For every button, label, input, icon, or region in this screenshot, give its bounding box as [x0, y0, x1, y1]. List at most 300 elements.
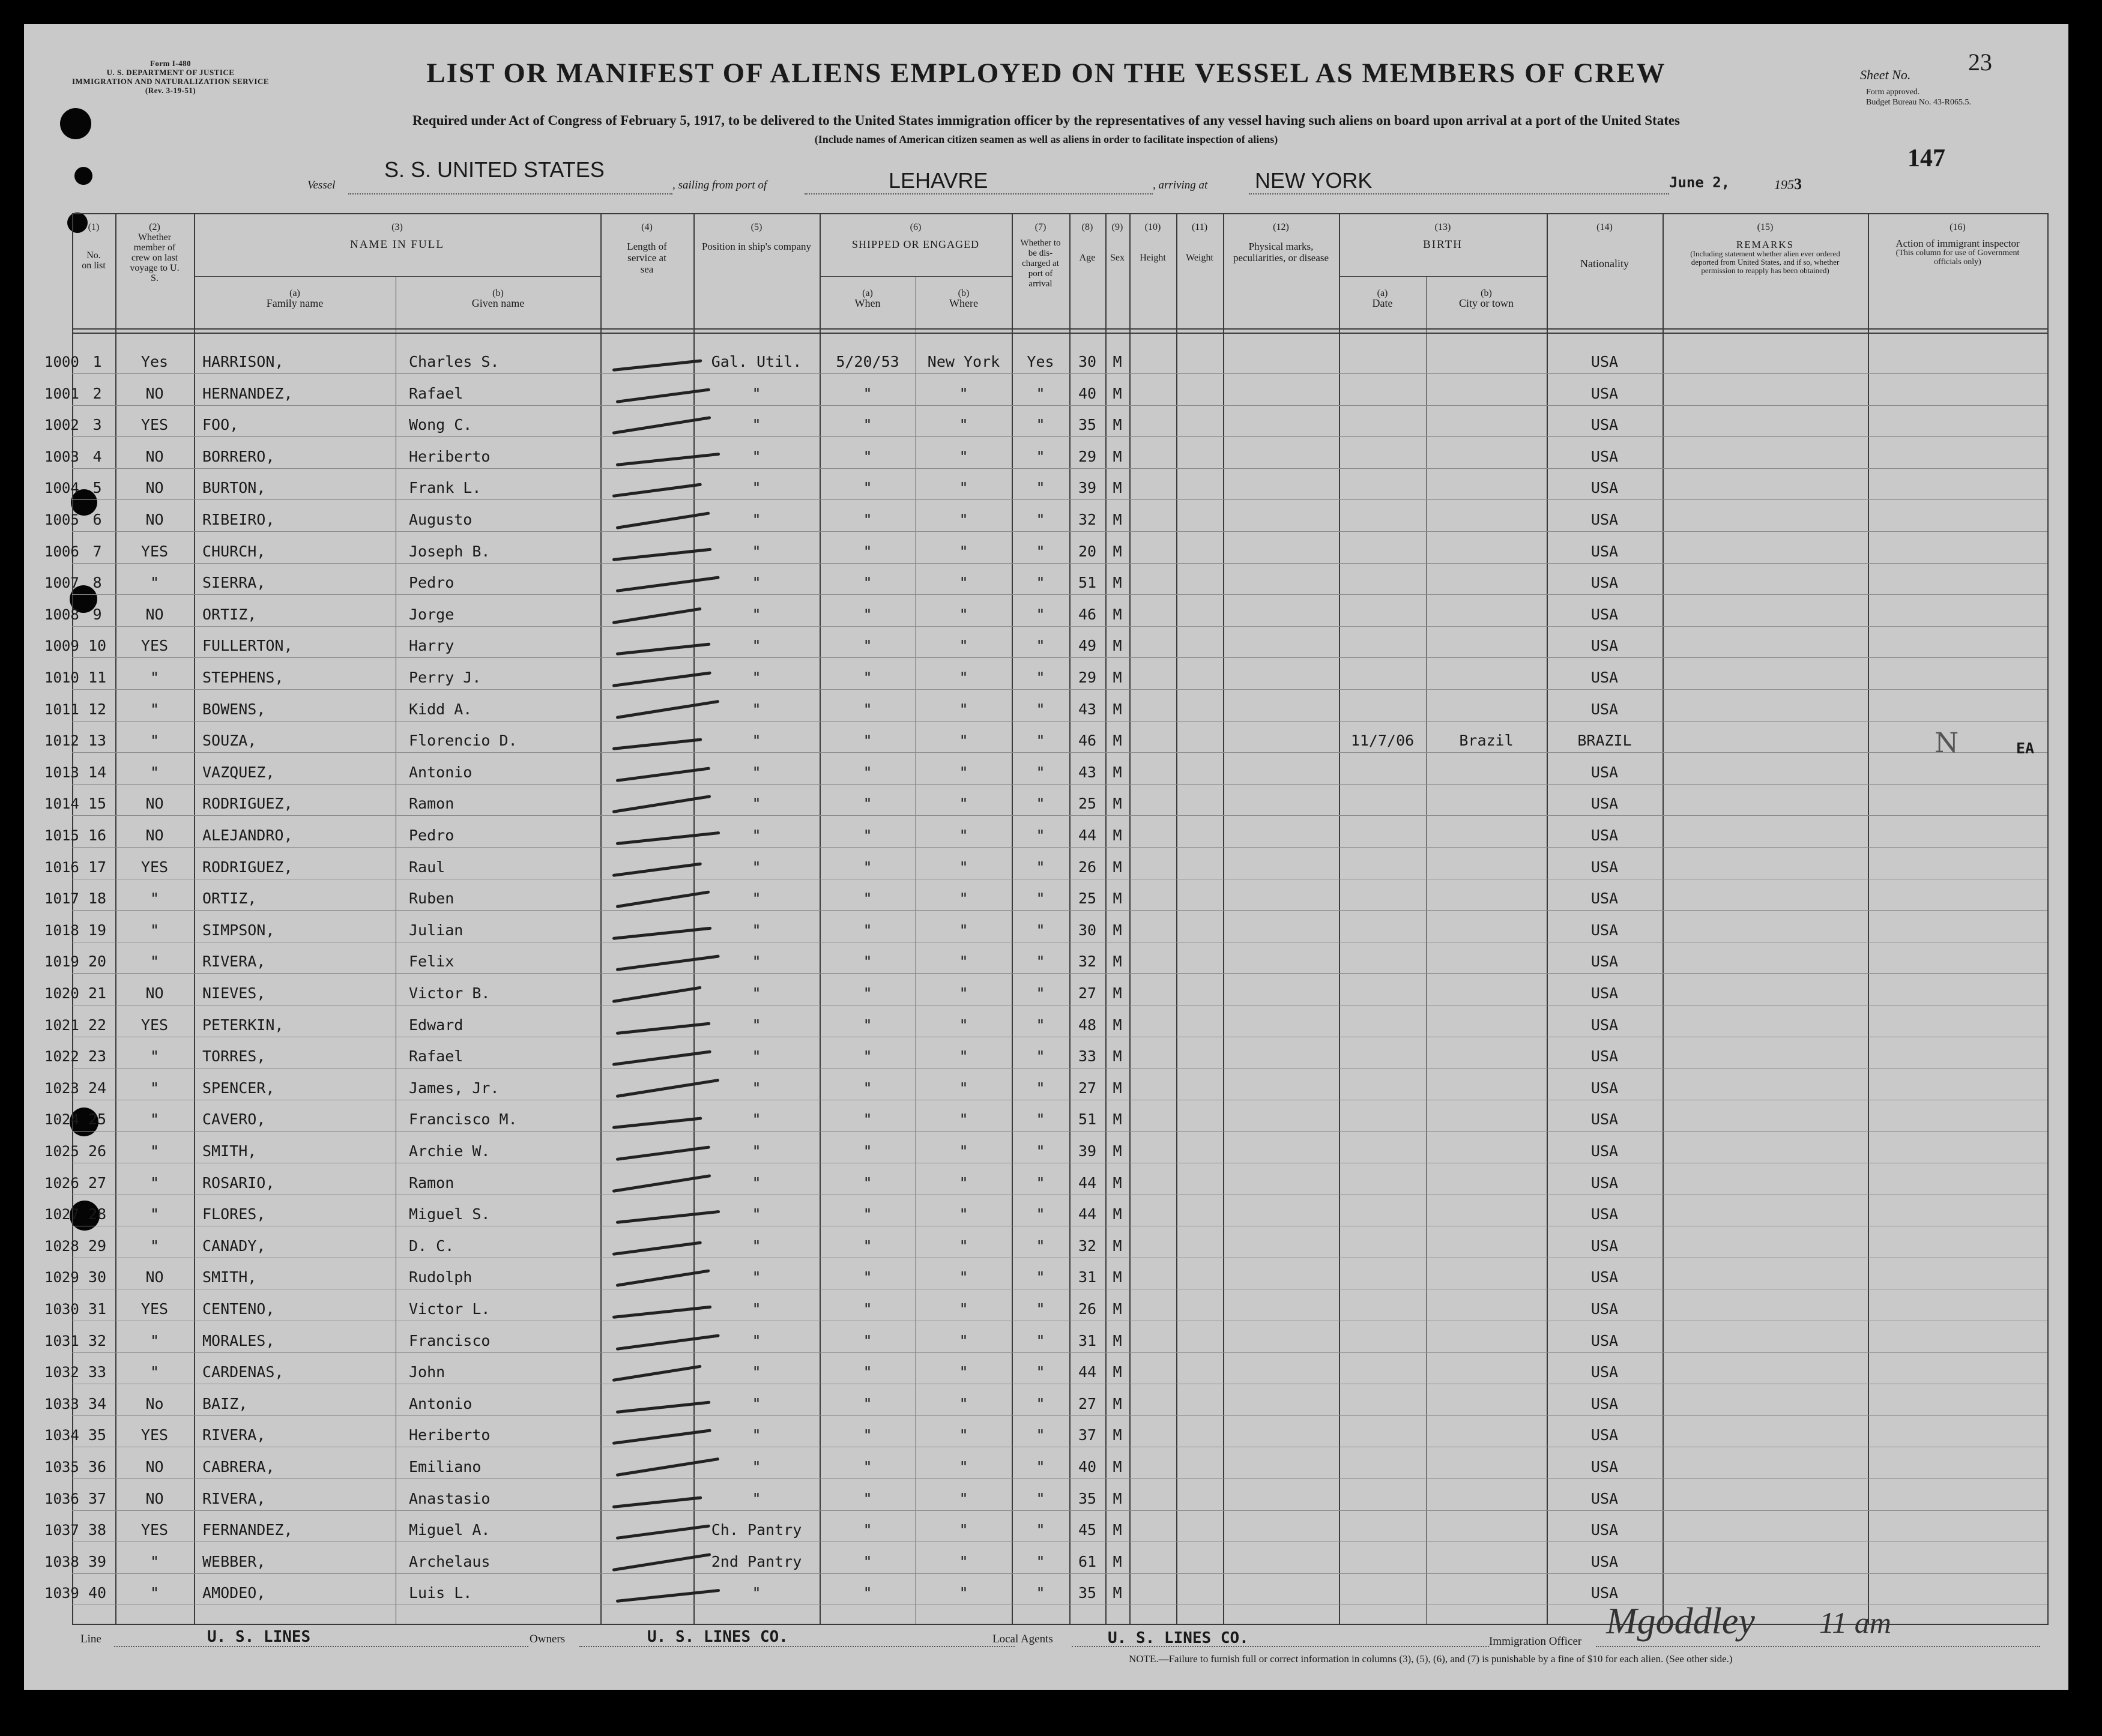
row-serial-number: 1002	[44, 417, 79, 433]
row-serial-number: 1014	[44, 795, 79, 812]
cell-given: Harry	[409, 637, 455, 654]
approval-line: Form approved.	[1866, 88, 1920, 97]
cell-where: "	[959, 953, 968, 970]
cell-where: "	[959, 827, 968, 844]
cell-when: "	[863, 574, 872, 591]
row-serial-number: 1035	[44, 1459, 79, 1475]
cell-given: Emiliano	[409, 1458, 482, 1475]
cell-no: 27	[88, 1174, 107, 1192]
cell-age: 30	[1078, 353, 1097, 370]
col-3-header	[194, 222, 600, 250]
column-divider	[2047, 213, 2049, 1625]
cell-given: Antonio	[409, 1395, 473, 1412]
cell-where: "	[959, 669, 968, 686]
cell-prev: NO	[145, 479, 164, 496]
row-serial-number: 1005	[44, 511, 79, 528]
cell-position: "	[752, 574, 761, 591]
cell-when: "	[863, 1111, 872, 1128]
cell-discharged: "	[1036, 1237, 1045, 1255]
cell-discharged: "	[1036, 732, 1045, 749]
cell-discharged: "	[1036, 1142, 1045, 1160]
cell-prev: YES	[140, 1426, 169, 1444]
cell-discharged: "	[1036, 1490, 1045, 1507]
cell-no: 20	[88, 953, 107, 970]
cell-nationality: USA	[1590, 1584, 1619, 1602]
row-rule	[72, 1510, 2047, 1511]
officer-label: Immigration Officer	[1489, 1635, 1582, 1648]
cell-age: 40	[1078, 1458, 1097, 1475]
cell-position: "	[752, 1111, 761, 1128]
cell-where: "	[959, 448, 968, 465]
cell-position: "	[752, 1142, 761, 1160]
cell-prev: NO	[145, 1268, 164, 1286]
cell-prev: No	[145, 1395, 164, 1412]
cell-given: Raul	[409, 858, 445, 876]
row-serial-number: 1037	[44, 1522, 79, 1539]
cell-no: 19	[88, 921, 107, 939]
cell-given: Ramon	[409, 795, 455, 812]
col-15-header	[1663, 222, 1868, 275]
cell-nationality: USA	[1590, 921, 1619, 939]
cell-prev: "	[149, 1584, 160, 1602]
col-15-number: (15)	[1757, 222, 1774, 232]
officer-signature: Mgoddley	[1606, 1601, 1755, 1642]
cell-birth-date: 11/7/06	[1350, 732, 1415, 749]
cell-where: "	[959, 1111, 968, 1128]
cell-when: "	[863, 732, 872, 749]
col-6a-header	[820, 288, 916, 309]
row-rule	[72, 721, 2047, 722]
cell-discharged: "	[1036, 764, 1045, 781]
cell-age: 27	[1078, 984, 1097, 1002]
cell-sex: M	[1113, 1490, 1122, 1507]
cell-when: "	[863, 1490, 872, 1507]
cell-where: "	[959, 1268, 968, 1286]
col-9-label: Sex	[1110, 253, 1125, 263]
cell-age: 29	[1078, 448, 1097, 465]
cell-discharged: "	[1036, 479, 1045, 496]
cell-when: "	[863, 1268, 872, 1286]
table-header-border-double	[72, 333, 2047, 334]
cell-sex: M	[1113, 953, 1122, 970]
cell-where: "	[959, 1047, 968, 1065]
cell-where: "	[959, 416, 968, 433]
penalty-note: NOTE.—Failure to furnish full or correct information in columns (3), (5), (6), and (7) is punishable by a fine of $10 for each alien. (See other side.)	[1129, 1653, 1733, 1665]
cell-family: BORRERO,	[202, 448, 275, 465]
col-6-label: SHIPPED OR ENGAGED	[851, 238, 979, 250]
cell-prev: NO	[145, 1490, 164, 1507]
cell-age: 32	[1078, 511, 1097, 528]
cell-position: "	[752, 1047, 761, 1065]
cell-prev: "	[149, 1111, 160, 1128]
cell-when: "	[863, 669, 872, 686]
cell-given: Victor L.	[409, 1300, 491, 1318]
col-5-header	[693, 222, 820, 252]
row-serial-number: 1015	[44, 827, 79, 844]
cell-position: 2nd Pantry	[711, 1553, 802, 1570]
cell-sex: M	[1113, 701, 1122, 718]
year-digit: 3	[1794, 175, 1802, 193]
service-length-strike-mark	[612, 986, 702, 1003]
cell-position: "	[752, 1300, 761, 1318]
row-serial-number: 1028	[44, 1238, 79, 1255]
cell-discharged: "	[1036, 1205, 1045, 1223]
cell-position: "	[752, 795, 761, 812]
cell-no: 1	[92, 353, 102, 370]
cell-age: 44	[1078, 1205, 1097, 1223]
signature-time: 11 am	[1819, 1606, 1891, 1639]
col-16-header	[1868, 222, 2047, 267]
row-serial-number: 1018	[44, 922, 79, 939]
row-serial-number: 1007	[44, 574, 79, 591]
cell-when: "	[863, 606, 872, 623]
cell-prev: YES	[140, 416, 169, 433]
inspector-handwritten-mark: N	[1934, 726, 1959, 759]
cell-given: Kidd A.	[409, 701, 473, 718]
row-serial-number: 1038	[44, 1554, 79, 1570]
cell-no: 34	[88, 1395, 107, 1412]
cell-nationality: USA	[1590, 764, 1619, 781]
cell-nationality: USA	[1590, 1142, 1619, 1160]
cell-age: 44	[1078, 1174, 1097, 1192]
cell-discharged: "	[1036, 1079, 1045, 1097]
cell-given: Rafael	[409, 385, 464, 402]
cell-prev: YES	[140, 858, 169, 876]
cell-position: "	[752, 984, 761, 1002]
cell-sex: M	[1113, 1079, 1122, 1097]
cell-position: "	[752, 479, 761, 496]
cell-family: CAVERO,	[202, 1111, 266, 1128]
cell-when: "	[863, 764, 872, 781]
cell-family: CANADY,	[202, 1237, 266, 1255]
col-14-header	[1547, 222, 1663, 269]
row-serial-number: 1010	[44, 669, 79, 686]
row-rule	[72, 499, 2047, 500]
cell-nationality: USA	[1590, 984, 1619, 1002]
cell-given: Ramon	[409, 1174, 455, 1192]
cell-where: "	[959, 1300, 968, 1318]
agents-value: U. S. LINES CO.	[1108, 1629, 1249, 1647]
cell-position: "	[752, 385, 761, 402]
cell-sex: M	[1113, 637, 1122, 654]
cell-discharged: "	[1036, 827, 1045, 844]
cell-when: "	[863, 1142, 872, 1160]
cell-sex: M	[1113, 1205, 1122, 1223]
column-divider	[1339, 213, 1340, 1625]
cell-sex: M	[1113, 1332, 1122, 1349]
col-7-header	[1012, 222, 1069, 289]
cell-prev: NO	[145, 1458, 164, 1475]
cell-age: 44	[1078, 1363, 1097, 1381]
table-header-border	[72, 328, 2047, 330]
cell-no: 38	[88, 1521, 107, 1539]
cell-family: RIBEIRO,	[202, 511, 275, 528]
cell-discharged: "	[1036, 416, 1045, 433]
cell-age: 46	[1078, 732, 1097, 749]
cell-family: FOO,	[202, 416, 239, 433]
row-rule	[72, 784, 2047, 785]
row-rule	[72, 1131, 2047, 1132]
cell-where: "	[959, 1174, 968, 1192]
cell-nationality: USA	[1590, 858, 1619, 876]
cell-where: "	[959, 1079, 968, 1097]
line-value: U. S. LINES	[207, 1628, 311, 1646]
row-serial-number: 1008	[44, 606, 79, 623]
cell-position: "	[752, 1079, 761, 1097]
cell-nationality: USA	[1590, 1016, 1619, 1034]
cell-no: 18	[88, 890, 107, 907]
cell-no: 23	[88, 1047, 107, 1065]
cell-when: "	[863, 858, 872, 876]
cell-age: 61	[1078, 1553, 1097, 1570]
cell-discharged: "	[1036, 1332, 1045, 1349]
cell-position: "	[752, 732, 761, 749]
col-1-label: No. on list	[82, 250, 106, 271]
column-divider	[1223, 213, 1224, 1625]
cell-sex: M	[1113, 827, 1122, 844]
col-3b-label: Given name	[471, 297, 525, 309]
cell-when: "	[863, 1363, 872, 1381]
col-6-number: (6)	[910, 222, 922, 232]
cell-no: 5	[92, 479, 102, 496]
cell-given: Felix	[409, 953, 455, 970]
cell-prev: NO	[145, 795, 164, 812]
cell-when: "	[863, 1458, 872, 1475]
service-length-strike-mark	[612, 1365, 702, 1382]
cell-discharged: "	[1036, 543, 1045, 560]
stamped-page-number: 147	[1907, 145, 1945, 172]
cell-family: VAZQUEZ,	[202, 764, 275, 781]
col-8-label: Age	[1079, 253, 1096, 263]
cell-nationality: USA	[1590, 1490, 1619, 1507]
cell-when: "	[863, 448, 872, 465]
cell-no: 7	[92, 543, 102, 560]
service-length-strike-mark	[612, 1496, 702, 1508]
cell-sex: M	[1113, 1553, 1122, 1570]
col-13b-header	[1426, 288, 1547, 309]
cell-family: NIEVES,	[202, 984, 266, 1002]
arrival-month-day: June 2,	[1669, 174, 1730, 191]
birth-subheader-divider	[1339, 276, 1547, 277]
row-rule	[72, 1352, 2047, 1353]
cell-age: 49	[1078, 637, 1097, 654]
arriving-label: , arriving at	[1153, 179, 1208, 191]
sheet-number-label: Sheet No.	[1860, 67, 1911, 82]
cell-prev: YES	[140, 1016, 169, 1034]
col-11-label: Weight	[1186, 253, 1213, 263]
cell-age: 51	[1078, 574, 1097, 591]
cell-position: "	[752, 511, 761, 528]
cell-prev: "	[149, 764, 160, 781]
cell-age: 35	[1078, 1584, 1097, 1602]
cell-sex: M	[1113, 1174, 1122, 1192]
col-16-sublabel: (This column for use of Government officials only)	[1895, 249, 2020, 267]
cell-discharged: "	[1036, 1300, 1045, 1318]
cell-position: "	[752, 953, 761, 970]
cell-position: "	[752, 764, 761, 781]
cell-prev: "	[149, 1553, 160, 1570]
owners-label: Owners	[530, 1633, 566, 1645]
cell-no: 30	[88, 1268, 107, 1286]
col-4-label: Length of service at sea	[627, 241, 667, 275]
cell-where: "	[959, 1205, 968, 1223]
cell-nationality: USA	[1590, 827, 1619, 844]
cell-sex: M	[1113, 448, 1122, 465]
arriving-underline	[1249, 193, 1669, 194]
cell-nationality: USA	[1590, 1332, 1619, 1349]
cell-position: "	[752, 669, 761, 686]
cell-nationality: USA	[1590, 1300, 1619, 1318]
cell-prev: YES	[140, 1300, 169, 1318]
cell-family: CHURCH,	[202, 543, 266, 560]
line-label: Line	[80, 1633, 101, 1645]
cell-sex: M	[1113, 1300, 1122, 1318]
cell-discharged: "	[1036, 1521, 1045, 1539]
service-length-strike-mark	[612, 1241, 702, 1256]
cell-where: "	[959, 1237, 968, 1255]
cell-family: RIVERA,	[202, 953, 266, 970]
col-13a-label: Date	[1372, 297, 1393, 309]
cell-position: "	[752, 1490, 761, 1507]
cell-nationality: USA	[1590, 1237, 1619, 1255]
cell-given: Rafael	[409, 1047, 464, 1065]
cell-prev: NO	[145, 511, 164, 528]
cell-age: 20	[1078, 543, 1097, 560]
col-3a-label: Family name	[266, 297, 324, 309]
revision-date: (Rev. 3-19-51)	[145, 86, 196, 95]
cell-given: Heriberto	[409, 1426, 491, 1444]
cell-when: 5/20/53	[836, 353, 899, 370]
col-10-number: (10)	[1144, 222, 1161, 232]
department-name: U. S. DEPARTMENT OF JUSTICE	[106, 68, 235, 77]
cell-no: 36	[88, 1458, 107, 1475]
cell-where: "	[959, 1521, 968, 1539]
col-1-header	[72, 222, 115, 271]
column-divider	[1176, 213, 1177, 1625]
col-14-label: Nationality	[1580, 258, 1629, 270]
cell-position: "	[752, 1458, 761, 1475]
cell-where: New York	[927, 353, 1000, 370]
col-8-number: (8)	[1081, 222, 1093, 232]
cell-discharged: "	[1036, 1553, 1045, 1570]
row-serial-number: 1006	[44, 543, 79, 560]
cell-no: 4	[92, 448, 102, 465]
cell-position: "	[752, 543, 761, 560]
cell-sex: M	[1113, 1458, 1122, 1475]
row-serial-number: 1009	[44, 637, 79, 654]
inspector-code: EA	[2016, 740, 2035, 757]
cell-age: 39	[1078, 479, 1097, 496]
row-serial-number: 1036	[44, 1490, 79, 1507]
cell-nationality: USA	[1590, 511, 1619, 528]
cell-given: Jorge	[409, 606, 455, 623]
cell-no: 9	[92, 606, 102, 623]
cell-when: "	[863, 385, 872, 402]
column-divider	[600, 213, 602, 1625]
cell-position: "	[752, 448, 761, 465]
cell-given: John	[409, 1363, 445, 1381]
cell-position: "	[752, 1363, 761, 1381]
cell-prev: "	[149, 1047, 160, 1065]
cell-given: Edward	[409, 1016, 464, 1034]
col-16-label: Action of immigrant inspector	[1895, 238, 2020, 249]
col-8-header	[1069, 222, 1105, 263]
cell-age: 27	[1078, 1395, 1097, 1412]
cell-given: D. C.	[409, 1237, 455, 1255]
cell-given: Luis L.	[409, 1584, 473, 1602]
row-rule	[72, 1573, 2047, 1574]
cell-nationality: USA	[1590, 574, 1619, 591]
row-serial-number: 1030	[44, 1301, 79, 1318]
cell-nationality: USA	[1590, 416, 1619, 433]
cell-discharged: "	[1036, 701, 1045, 718]
agents-label: Local Agents	[992, 1633, 1053, 1645]
form-number: Form I-480	[149, 59, 192, 68]
cell-age: 33	[1078, 1047, 1097, 1065]
cell-age: 48	[1078, 1016, 1097, 1034]
row-rule	[72, 815, 2047, 816]
cell-no: 25	[88, 1111, 107, 1128]
cell-discharged: "	[1036, 1363, 1045, 1381]
row-serial-number: 1034	[44, 1427, 79, 1444]
cell-sex: M	[1113, 1363, 1122, 1381]
cell-given: Pedro	[409, 827, 455, 844]
cell-position: "	[752, 827, 761, 844]
cell-when: "	[863, 921, 872, 939]
cell-discharged: "	[1036, 1584, 1045, 1602]
vessel-name: S. S. UNITED STATES	[384, 157, 605, 182]
row-serial-number: 1023	[44, 1080, 79, 1097]
cell-position: "	[752, 416, 761, 433]
sailing-underline	[805, 193, 1153, 194]
cell-age: 45	[1078, 1521, 1097, 1539]
cell-nationality: USA	[1590, 1111, 1619, 1128]
cell-where: "	[959, 1332, 968, 1349]
cell-no: 21	[88, 984, 107, 1002]
cell-given: Julian	[409, 921, 464, 939]
cell-prev: "	[149, 701, 160, 718]
cell-family: STEPHENS,	[202, 669, 284, 686]
cell-no: 15	[88, 795, 107, 812]
cell-family: BOWENS,	[202, 701, 266, 718]
cell-age: 29	[1078, 669, 1097, 686]
cell-nationality: USA	[1590, 701, 1619, 718]
col-3-number: (3)	[391, 222, 403, 232]
cell-prev: NO	[145, 984, 164, 1002]
col-12-header	[1223, 222, 1339, 264]
cell-family: SIERRA,	[202, 574, 266, 591]
cell-given: Archie W.	[409, 1142, 491, 1160]
cell-no: 12	[88, 701, 107, 718]
cell-given: Archelaus	[409, 1553, 491, 1570]
col-12-number: (12)	[1273, 222, 1289, 232]
cell-family: SIMPSON,	[202, 921, 275, 939]
row-serial-number: 1021	[44, 1017, 79, 1034]
row-serial-number: 1003	[44, 448, 79, 465]
cell-discharged: "	[1036, 1111, 1045, 1128]
cell-given: Charles S.	[409, 353, 500, 370]
row-serial-number: 1026	[44, 1175, 79, 1192]
row-rule	[72, 1415, 2047, 1416]
cell-nationality: USA	[1590, 606, 1619, 623]
cell-position: "	[752, 1426, 761, 1444]
cell-age: 51	[1078, 1111, 1097, 1128]
cell-nationality: USA	[1590, 669, 1619, 686]
cell-sex: M	[1113, 353, 1122, 370]
cell-family: ROSARIO,	[202, 1174, 275, 1192]
sheet-number: 23	[1968, 49, 1992, 76]
cell-no: 16	[88, 827, 107, 844]
